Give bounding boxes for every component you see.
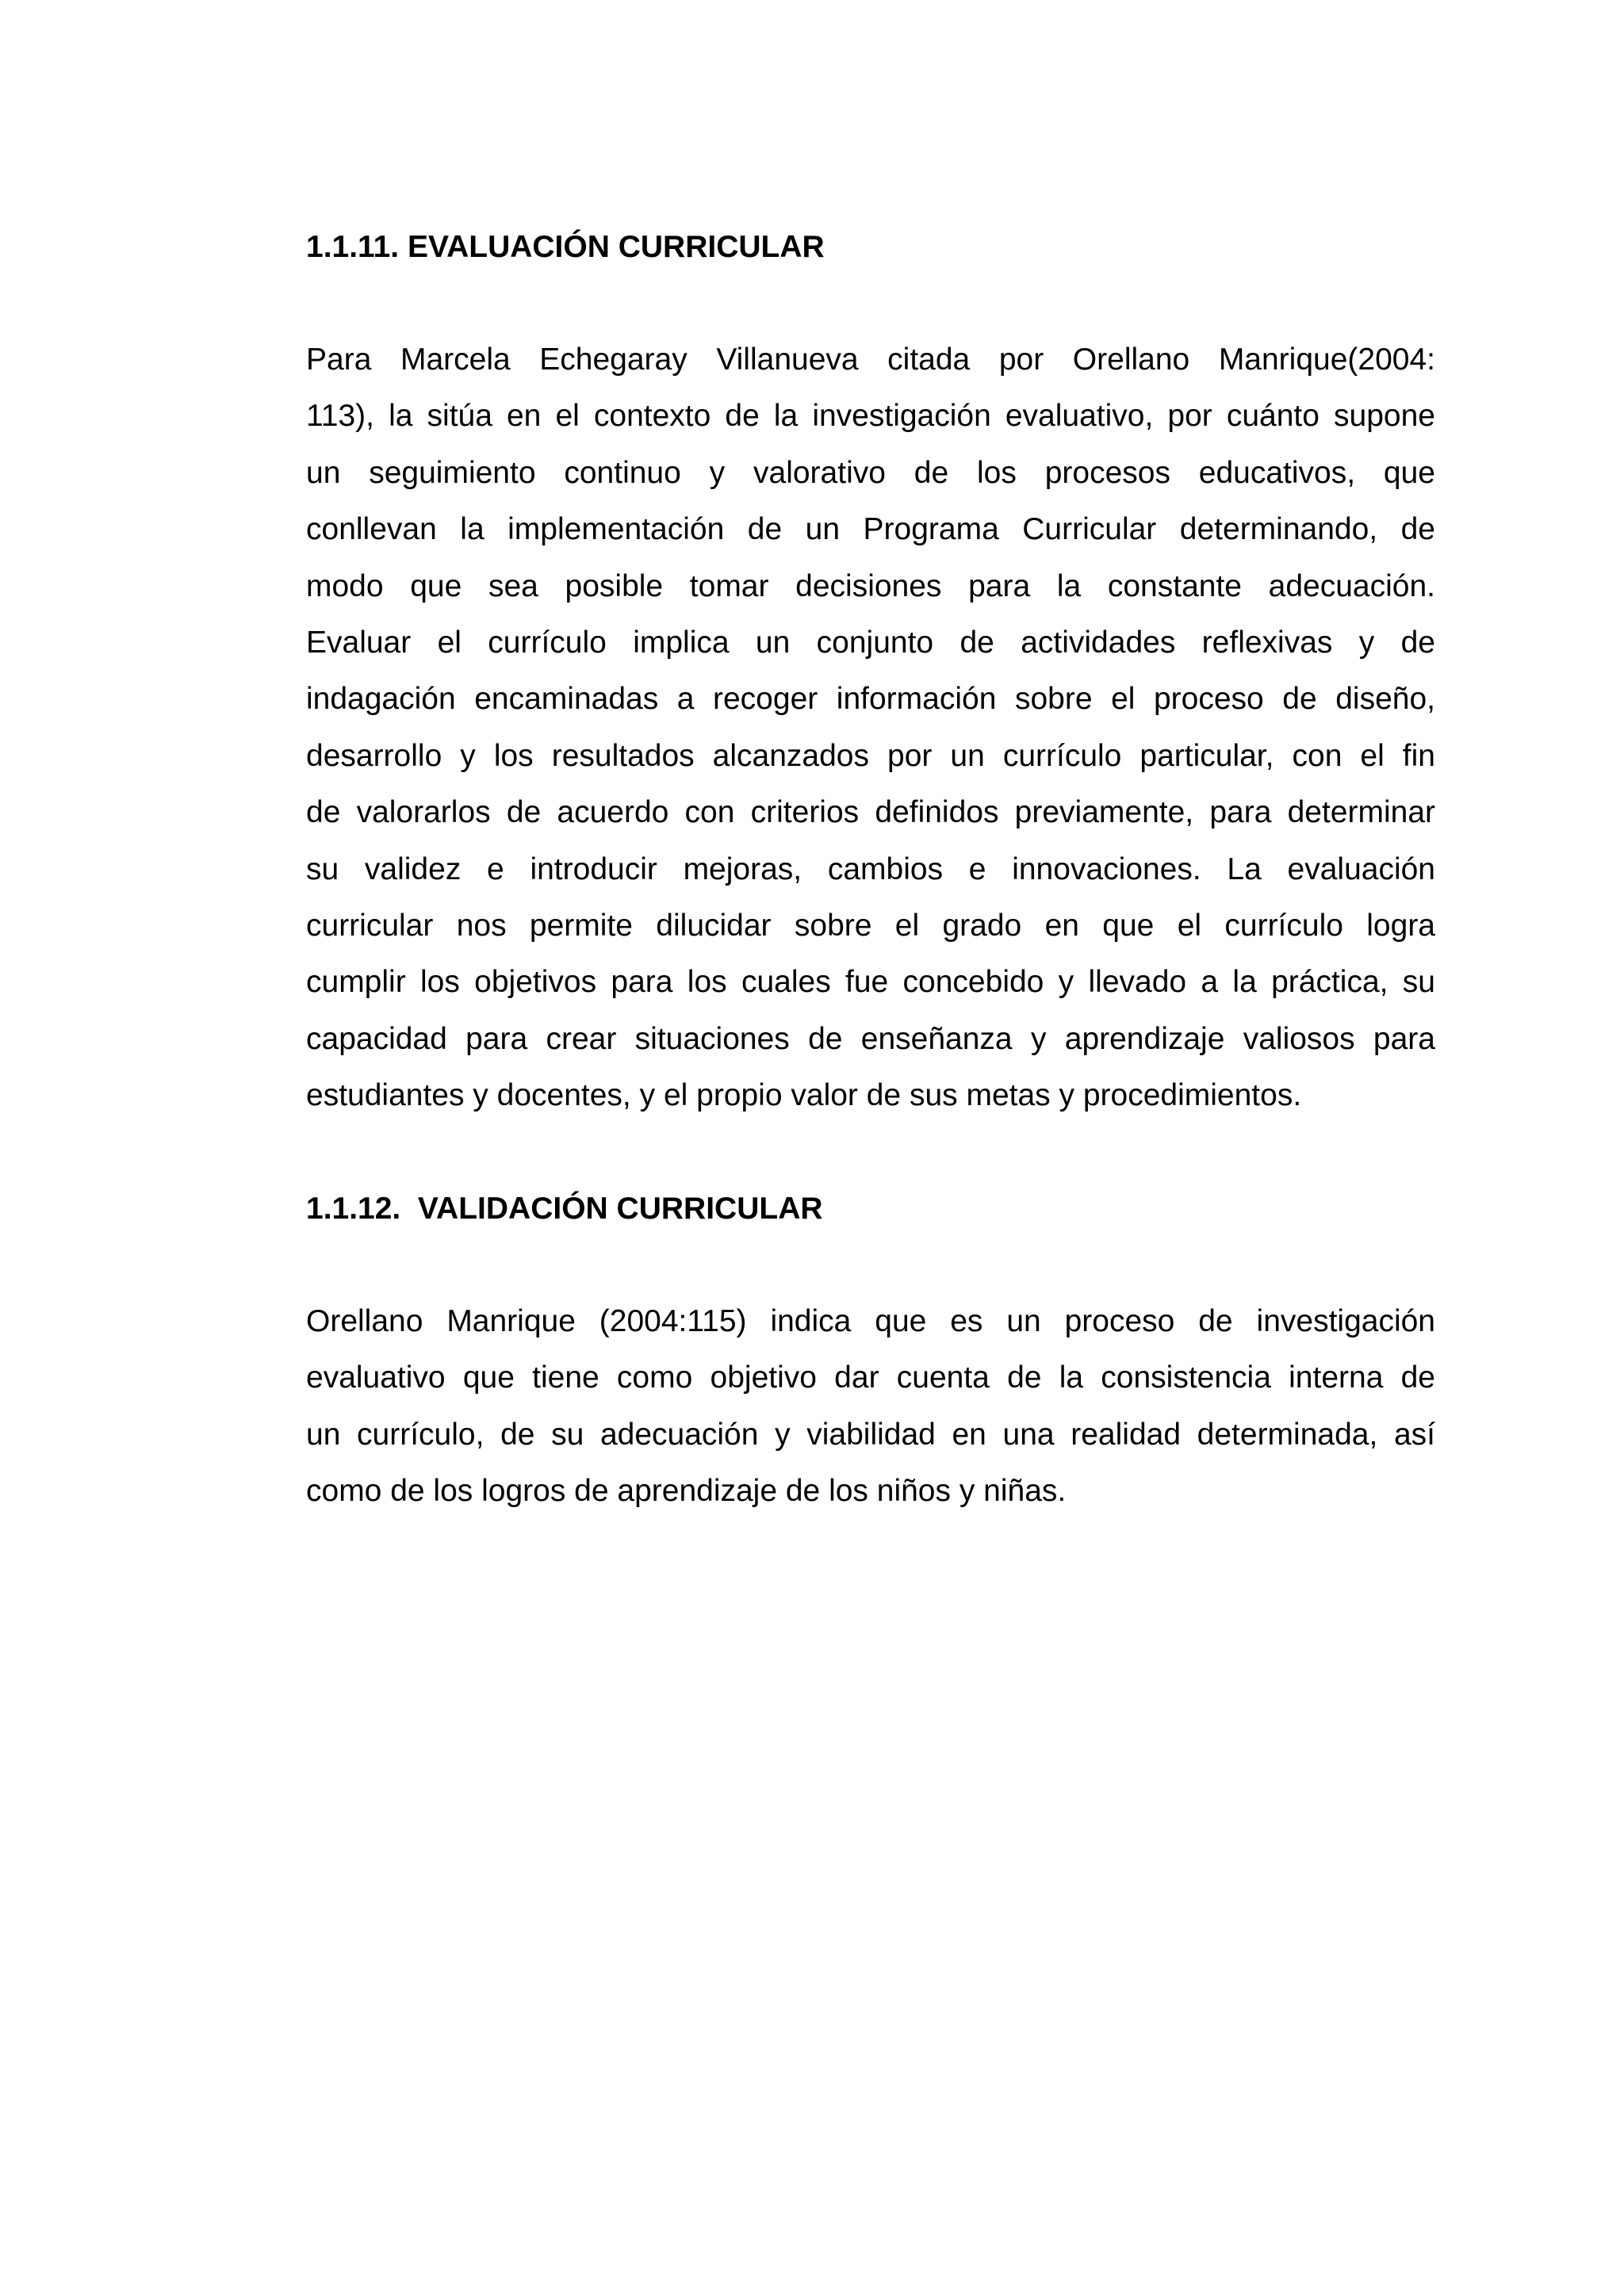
paragraph-line: de valorarlos de acuerdo con criterios definidos previamente, para determinar	[306, 795, 1435, 830]
paragraph-line: indagación encaminadas a recoger información sobre el proceso de diseño,	[306, 682, 1435, 717]
paragraph-line: desarrollo y los resultados alcanzados por un currículo particular, con el fin	[306, 738, 1435, 773]
paragraph-line: evaluativo que tiene como objetivo dar cuenta de la consistencia interna de	[306, 1360, 1435, 1395]
page-content	[306, 219, 1435, 1519]
paragraph-line: Para Marcela Echegaray Villanueva citada por Orellano Manrique(2004:	[306, 342, 1435, 377]
paragraph-line: modo que sea posible tomar decisiones para la constante adecuación.	[306, 568, 1435, 603]
paragraph-line: conllevan la implementación de un Programa Curricular determinando, de	[306, 512, 1435, 547]
paragraph-line: un seguimiento continuo y valorativo de los procesos educativos, que	[306, 455, 1435, 490]
paragraph-line: como de los logros de aprendizaje de los niños y niñas.	[306, 1473, 1067, 1508]
paragraph-line: estudiantes y docentes, y el propio valor de sus metas y procedimientos.	[306, 1078, 1302, 1113]
paragraph-line: su validez e introducir mejoras, cambios e innovaciones. La evaluación	[306, 851, 1435, 886]
paragraph-evaluacion	[306, 331, 1435, 1124]
paragraph-line: Evaluar el currículo implica un conjunto de actividades reflexivas y de	[306, 626, 1435, 660]
paragraph-line: cumplir los objetivos para los cuales fue concebido y llevado a la práctica, su	[306, 965, 1435, 1000]
paragraph-validacion	[306, 1293, 1435, 1520]
section-heading-evaluacion: 1.1.11. EVALUACIÓN CURRICULAR	[306, 230, 825, 264]
paragraph-line: Orellano Manrique (2004:115) indica que es un proceso de investigación	[306, 1303, 1435, 1338]
paragraph-line: curricular nos permite dilucidar sobre el grado en que el currículo logra	[306, 909, 1435, 943]
paragraph-line: un currículo, de su adecuación y viabilidad en una realidad determinada, así	[306, 1417, 1435, 1452]
section-heading-validacion: 1.1.12. VALIDACIÓN CURRICULAR	[306, 1191, 823, 1226]
paragraph-line: 113), la sitúa en el contexto de la investigación evaluativo, por cuánto supone	[306, 399, 1435, 434]
paragraph-line: capacidad para crear situaciones de enseñanza y aprendizaje valiosos para	[306, 1021, 1435, 1056]
